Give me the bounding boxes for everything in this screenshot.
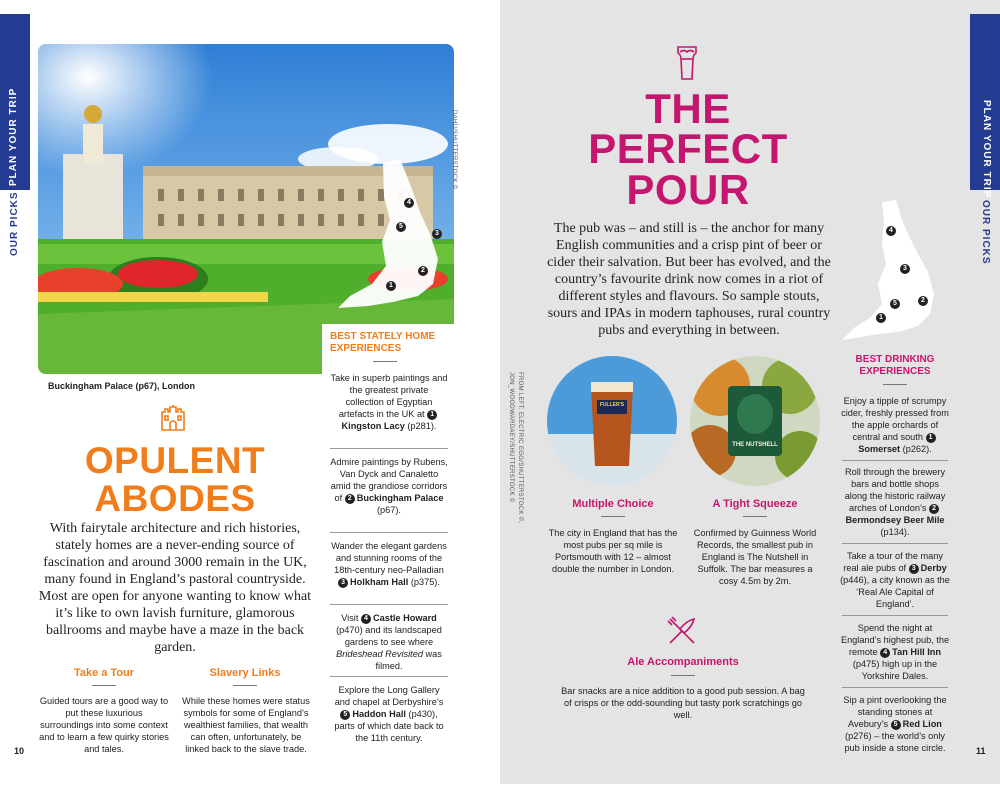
photo-credit-right-1: FROM LEFT: ELECTRIC EGG/SHUTTERSTOCK ©, — [517, 372, 523, 524]
divider — [743, 516, 767, 517]
stately-item-3: Wander the elegant gardens and stunning rooms of the 18th-century neo-Palladian 3 Holkham Hall (p375). — [331, 541, 447, 587]
ale-accompaniments-heading: Ale Accompaniments — [627, 656, 739, 668]
drinking-item-5: Sip a pint overlooking the standing stones at Avebury’s 5 Red Lion (p276) – the world’s only pub inside a stone circle. — [843, 695, 947, 753]
map-marker: 5 — [396, 222, 406, 232]
photo-credit-right-2: JON_WOODWARDAEY/SHUTTERSTOCK © — [508, 372, 514, 503]
map-marker: 5 — [890, 299, 900, 309]
map-marker: 3 — [432, 229, 442, 239]
left-title-line1: OPULENT — [84, 440, 266, 481]
divider — [233, 685, 257, 686]
photo-credit-left: DAHU/SHUTTERSTOCK © — [451, 110, 457, 190]
ale-accompaniments-text: Bar snacks are a nice addition to a good pub session. A bag of crisps or the odd-sounding but tasty pork scratchings go well. — [561, 686, 805, 720]
edge-tab-right-sub: OUR PICKS — [980, 200, 991, 265]
edge-tab-left-sub: OUR PICKS — [9, 191, 20, 256]
pub-sign-label: THE NUTSHELL — [732, 442, 778, 448]
map-marker: 2 — [418, 266, 428, 276]
map-marker: 3 — [900, 264, 910, 274]
divider — [330, 448, 448, 449]
divider — [671, 675, 695, 676]
divider — [601, 516, 625, 517]
england-map-right — [838, 198, 948, 342]
map-marker: 1 — [386, 281, 396, 291]
right-title-line3: POUR — [626, 166, 750, 213]
stately-item-5: Explore the Long Gallery and chapel at Derbyshire’s 5 Haddon Hall (p430), parts of which date back to the 11th century. — [334, 685, 444, 743]
divider — [842, 460, 948, 461]
divider — [373, 361, 397, 362]
stately-item-4: Visit 4 Castle Howard (p470) and its landscaped gardens to see where Brideshead Revisited was filmed. — [336, 613, 442, 671]
nutshell-pub-photo — [690, 356, 820, 486]
edge-tab-left-label: PLAN YOUR TRIP — [8, 87, 19, 186]
knife-fork-icon — [666, 615, 698, 647]
multiple-choice-text: The city in England that has the most pubs per sq mile is Portsmouth with 12 – almost double the number in London. — [548, 528, 678, 574]
beer-glass-icon — [676, 45, 698, 81]
divider — [330, 604, 448, 605]
multiple-choice-heading: Multiple Choice — [572, 498, 654, 510]
right-title-line1: THE — [645, 85, 731, 132]
tight-squeeze-text: Confirmed by Guinness World Records, the smallest pub in England is The Nutshell in Suffolk. The bar measures a cosy 4.5m by 2m. — [693, 528, 817, 586]
slavery-links-text: While these homes were status symbols for some of England’s wealthiest families, that wealth can often, unfortunately, be linked back to the slave trade. — [182, 696, 310, 754]
slavery-links-heading: Slavery Links — [209, 667, 281, 679]
castle-icon — [160, 404, 186, 432]
left-title-line2: ABODES — [94, 478, 256, 519]
divider — [92, 685, 116, 686]
map-marker: 2 — [918, 296, 928, 306]
beer-glass-photo — [547, 356, 677, 486]
drinking-item-4: Spend the night at England’s highest pub, the remote 4 Tan Hill Inn (p475) high up in the Yorkshire Dales. — [840, 623, 950, 681]
stately-item-2: Admire paintings by Rubens, Van Dyck and Canaletto amid the grandiose corridors of 2 Buckingham Palace (p67). — [330, 457, 448, 515]
take-a-tour-text: Guided tours are a good way to put these luxurious surroundings into some context and to learn a few quirky stories and tales. — [39, 696, 169, 754]
page-number-left: 10 — [14, 746, 25, 756]
drinking-item-3: Take a tour of the many real ale pubs of 3 Derby (p446), a city known as the ‘Real Ale Capital of England’. — [840, 551, 950, 609]
stately-sidebar-heading: BEST STATELY HOME EXPERIENCES — [330, 331, 436, 354]
take-a-tour-heading: Take a Tour — [73, 667, 135, 679]
map-marker: 4 — [404, 198, 414, 208]
map-marker: 1 — [876, 313, 886, 323]
left-intro: With fairytale architecture and rich histories, stately homes are a never-ending source of fascination and around 3000 remain in the UK, many found in England’s pastoral countryside. Most are open for anyone wanting to know what it’s like to own lavish furniture, glamorous ballrooms and maybe have a maze in the back garden. — [38, 521, 312, 655]
glass-brand-label: FULLER'S — [599, 402, 625, 408]
photo-caption: Buckingham Palace (p67), London — [48, 381, 196, 391]
divider — [842, 543, 948, 544]
divider — [330, 676, 448, 677]
divider — [883, 384, 907, 385]
divider — [842, 615, 948, 616]
page-number-right: 11 — [976, 746, 986, 756]
drinking-sidebar-heading: BEST DRINKING EXPERIENCES — [855, 354, 935, 377]
edge-tab-right-label: PLAN YOUR TRIP — [981, 100, 992, 199]
right-title-line2: PERFECT — [588, 125, 788, 172]
right-intro: The pub was – and still is – the anchor for many English communities and a crisp pint of beer or cider their salvation. But beer has evolved, and the country’s favourite drink now comes in a riot of different styles and flavours. So sample stouts, sours and IPAs in modern taphouses, rural country pubs and everything in between. — [547, 221, 831, 338]
map-marker: 4 — [886, 226, 896, 236]
divider — [330, 532, 448, 533]
tight-squeeze-heading: A Tight Squeeze — [712, 498, 798, 510]
drinking-item-1: Enjoy a tipple of scrumpy cider, freshly pressed from the apple orchards of central and south 1Somerset (p262). — [841, 396, 949, 454]
drinking-item-2: Roll through the brewery bars and bottle shops along the historic railway arches of London’s 2Bermondsey Beer Mile (p134). — [844, 467, 946, 537]
divider — [842, 687, 948, 688]
stately-item-1: Take in superb paintings and the greatest private collection of Egyptian artefacts in the UK at 1Kingston Lacy (p281). — [330, 373, 448, 431]
